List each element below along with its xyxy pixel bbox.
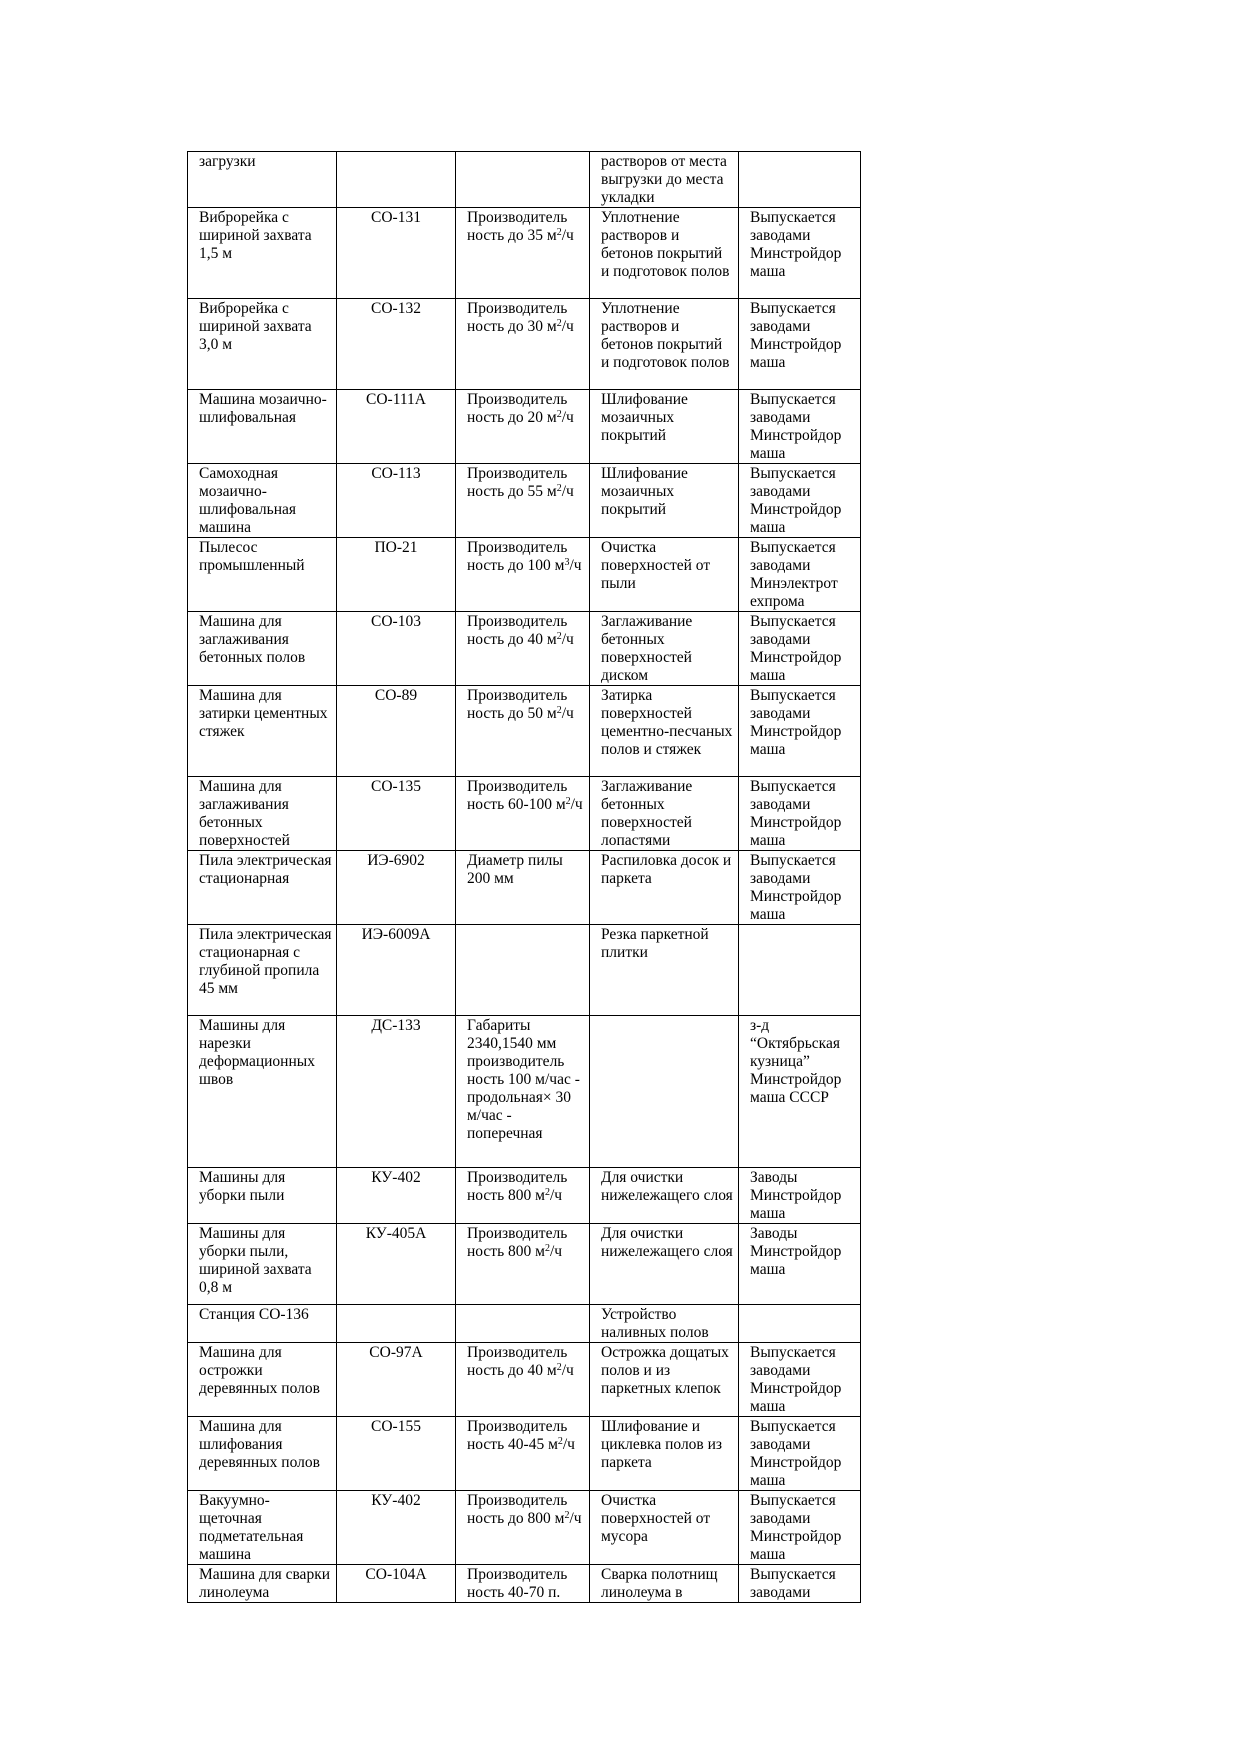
- cell-maker: Заводы Минстройдор маша: [739, 1224, 861, 1305]
- cell-purpose: Очистка поверхностей от пыли: [590, 538, 739, 612]
- cell-name: Машина для затирки цементных стяжек: [188, 686, 337, 777]
- table-row: [188, 686, 861, 777]
- cell-purpose: Устройство наливных полов: [590, 1305, 739, 1343]
- cell-name: Виброрейка с шириной захвата 3,0 м: [188, 299, 337, 390]
- cell-spec: Производитель ность до 55 $м^2/ч$: [456, 464, 590, 538]
- cell-maker: Выпускается заводами Минстройдор маша: [739, 1343, 861, 1417]
- cell-purpose: Уплотнение растворов и бетонов покрытий и подготовок полов: [590, 299, 739, 390]
- cell-spec: Производитель ность 800 $м^2/ч$: [456, 1168, 590, 1224]
- table-row: [188, 538, 861, 612]
- cell-maker: Выпускается заводами Минэлектрот ехпрома: [739, 538, 861, 612]
- cell-purpose: Очистка поверхностей от мусора: [590, 1491, 739, 1565]
- cell-purpose: Заглаживание бетонных поверхностей лопастями: [590, 777, 739, 851]
- cell-spec: Производитель ность до 40 $м^2/ч$: [456, 612, 590, 686]
- table-row: [188, 1168, 861, 1224]
- cell-purpose: Уплотнение растворов и бетонов покрытий и подготовок полов: [590, 208, 739, 299]
- cell-spec: Производитель ность 40-45 $м^2/ч$: [456, 1417, 590, 1491]
- cell-name: Машина для заглаживания бетонных полов: [188, 612, 337, 686]
- cell-spec: Производитель ность до 30 $м^2/ч$: [456, 299, 590, 390]
- cell-code: [337, 152, 456, 208]
- cell-name: Машины для нарезки деформационных швов: [188, 1016, 337, 1168]
- table-row: [188, 1305, 861, 1343]
- cell-maker: Выпускается заводами Минстройдор маша: [739, 1491, 861, 1565]
- cell-maker: Выпускается заводами Минстройдор маша: [739, 686, 861, 777]
- table-row: [188, 1224, 861, 1305]
- cell-spec: Диаметр пилы 200 мм: [456, 851, 590, 925]
- cell-purpose: Шлифование и циклевка полов из паркета: [590, 1417, 739, 1491]
- table-row: [188, 464, 861, 538]
- cell-maker: Выпускается заводами Минстройдор маша: [739, 777, 861, 851]
- cell-spec: Производитель ность до 800 $м^2/ч$: [456, 1491, 590, 1565]
- cell-maker: Выпускается заводами: [739, 1565, 861, 1603]
- equipment-table: [187, 151, 861, 1603]
- cell-maker: Выпускается заводами Минстройдор маша: [739, 208, 861, 299]
- cell-maker: [739, 152, 861, 208]
- cell-name: Машина мозаично-шлифовальная: [188, 390, 337, 464]
- cell-name: Станция СО-136: [188, 1305, 337, 1343]
- cell-purpose: Заглаживание бетонных поверхностей диском: [590, 612, 739, 686]
- table-row: [188, 1016, 861, 1168]
- cell-name: загрузки: [188, 152, 337, 208]
- cell-spec: Производитель ность 60-100 $м^2/ч$: [456, 777, 590, 851]
- cell-maker: Выпускается заводами Минстройдор маша: [739, 464, 861, 538]
- table-row: [188, 1343, 861, 1417]
- cell-spec: [456, 1305, 590, 1343]
- table-row: [188, 1417, 861, 1491]
- cell-maker: Выпускается заводами Минстройдор маша: [739, 851, 861, 925]
- cell-code: СО-135: [337, 777, 456, 851]
- cell-purpose: Шлифование мозаичных покрытий: [590, 390, 739, 464]
- cell-code: СО-89: [337, 686, 456, 777]
- cell-code: ИЭ-6009А: [337, 925, 456, 1016]
- cell-purpose: [590, 1016, 739, 1168]
- cell-name: Машина для заглаживания бетонных поверхностей: [188, 777, 337, 851]
- table-body: [188, 152, 861, 1603]
- cell-name: Машины для уборки пыли, шириной захвата 0,8 м: [188, 1224, 337, 1305]
- cell-name: Машина для шлифования деревянных полов: [188, 1417, 337, 1491]
- cell-code: СО-104А: [337, 1565, 456, 1603]
- cell-code: СО-103: [337, 612, 456, 686]
- table-row: [188, 299, 861, 390]
- cell-name: Самоходная мозаично-шлифовальная машина: [188, 464, 337, 538]
- cell-spec: [456, 152, 590, 208]
- cell-name: Пылесос промышленный: [188, 538, 337, 612]
- table-row: [188, 1491, 861, 1565]
- cell-code: КУ-405А: [337, 1224, 456, 1305]
- cell-name: Пила электрическая стационарная: [188, 851, 337, 925]
- cell-maker: Выпускается заводами Минстройдор маша: [739, 1417, 861, 1491]
- cell-name: Машина для сварки линолеума: [188, 1565, 337, 1603]
- cell-spec: Производитель ность до 50 $м^2/ч$: [456, 686, 590, 777]
- cell-maker: [739, 925, 861, 1016]
- cell-spec: Производитель ность до 20 $м^2/ч$: [456, 390, 590, 464]
- cell-maker: Выпускается заводами Минстройдор маша: [739, 612, 861, 686]
- cell-code: [337, 1305, 456, 1343]
- cell-maker: Выпускается заводами Минстройдор маша: [739, 390, 861, 464]
- cell-code: КУ-402: [337, 1491, 456, 1565]
- table-row: [188, 152, 861, 208]
- cell-maker: [739, 1305, 861, 1343]
- cell-purpose: Затирка поверхностей цементно-песчаных полов и стяжек: [590, 686, 739, 777]
- table-row: [188, 851, 861, 925]
- cell-name: Виброрейка с шириной захвата 1,5 м: [188, 208, 337, 299]
- cell-spec: Производитель ность 800 $м^2/ч$: [456, 1224, 590, 1305]
- cell-code: СО-155: [337, 1417, 456, 1491]
- cell-purpose: Сварка полотнищ линолеума в: [590, 1565, 739, 1603]
- cell-name: Машины для уборки пыли: [188, 1168, 337, 1224]
- cell-code: ИЭ-6902: [337, 851, 456, 925]
- table-row: [188, 390, 861, 464]
- cell-code: ДС-133: [337, 1016, 456, 1168]
- cell-code: СО-111А: [337, 390, 456, 464]
- table-row: [188, 777, 861, 851]
- cell-spec: [456, 925, 590, 1016]
- cell-code: ПО-21: [337, 538, 456, 612]
- cell-maker: Заводы Минстройдор маша: [739, 1168, 861, 1224]
- cell-spec: Производитель ность до 40 $м^2/ч$: [456, 1343, 590, 1417]
- cell-code: СО-97А: [337, 1343, 456, 1417]
- table-row: [188, 1565, 861, 1603]
- cell-purpose: Для очистки нижележащего слоя: [590, 1224, 739, 1305]
- cell-code: КУ-402: [337, 1168, 456, 1224]
- cell-code: СО-131: [337, 208, 456, 299]
- cell-purpose: растворов от места выгрузки до места укладки: [590, 152, 739, 208]
- cell-name: Вакуумно-щеточная подметательная машина: [188, 1491, 337, 1565]
- cell-purpose: Для очистки нижележащего слоя: [590, 1168, 739, 1224]
- cell-spec: Производитель ность до 35 $м^2/ч$: [456, 208, 590, 299]
- cell-maker: з-д “Октябрьская кузница” Минстройдор маша СССР: [739, 1016, 861, 1168]
- table-row: [188, 612, 861, 686]
- table-row: [188, 925, 861, 1016]
- cell-code: СО-113: [337, 464, 456, 538]
- cell-spec: Производитель ность 40-70 п.: [456, 1565, 590, 1603]
- cell-name: Пила электрическая стационарная с глубиной пропила 45 мм: [188, 925, 337, 1016]
- cell-name: Машина для острожки деревянных полов: [188, 1343, 337, 1417]
- cell-spec: Производитель ность до 100 $м^3/ч$: [456, 538, 590, 612]
- cell-purpose: Резка паркетной плитки: [590, 925, 739, 1016]
- cell-maker: Выпускается заводами Минстройдор маша: [739, 299, 861, 390]
- cell-spec: Габариты 2340,1540 мм производитель ность 100 м/час - продольная× 30 м/час - поперечная: [456, 1016, 590, 1168]
- cell-purpose: Шлифование мозаичных покрытий: [590, 464, 739, 538]
- cell-purpose: Распиловка досок и паркета: [590, 851, 739, 925]
- cell-purpose: Острожка дощатых полов и из паркетных клепок: [590, 1343, 739, 1417]
- table-row: [188, 208, 861, 299]
- cell-code: СО-132: [337, 299, 456, 390]
